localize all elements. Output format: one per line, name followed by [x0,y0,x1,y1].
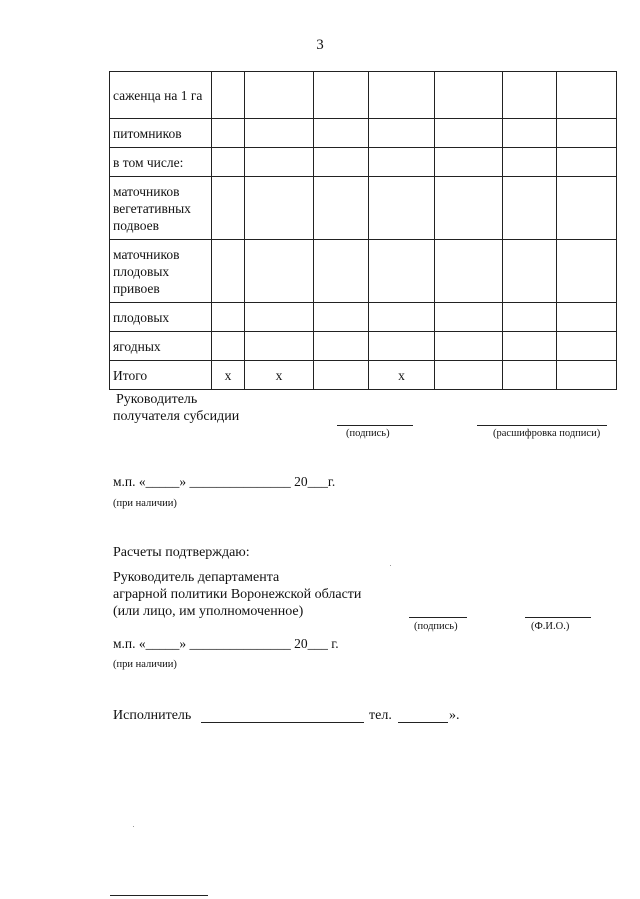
table-cell [435,119,503,148]
table-row [110,72,617,119]
table-cell [212,119,245,148]
table-cell [369,119,435,148]
table-row [110,303,617,332]
table-row [110,119,617,148]
manager-title: Руководитель [116,392,198,407]
confirmation-stamp-note: (при наличии) [113,659,177,670]
table-cell: x [369,361,435,390]
row-label: маточников плодовых привоев [110,240,212,303]
table-cell [435,303,503,332]
table-cell [245,240,314,303]
table-cell [503,332,557,361]
table-cell [212,240,245,303]
table-cell [369,148,435,177]
table-cell [314,303,369,332]
confirmation-heading: Расчеты подтверждаю: [113,545,250,560]
table-row [110,361,617,390]
table-cell [212,177,245,240]
table-cell [503,177,557,240]
table-cell [245,177,314,240]
row-label: Итого [110,361,212,390]
table-cell [503,240,557,303]
executor-end-mark: ». [449,708,460,723]
executor-label: Исполнитель [113,708,192,723]
table-cell [435,240,503,303]
confirmation-name-line [525,617,591,618]
table-row [110,240,617,303]
signature-decoding-line [477,425,607,426]
row-label: питомников [110,119,212,148]
table-row [110,177,617,240]
executor-name-line [201,722,364,723]
table-cell [435,148,503,177]
table-cell: x [245,361,314,390]
row-label: плодовых [110,303,212,332]
phone-number-line [398,722,448,723]
signature-caption: (подпись) [346,428,390,439]
table-cell [245,72,314,119]
table-cell [557,332,617,361]
table-cell [369,303,435,332]
row-label: маточников вегетативных подвоев [110,177,212,240]
table-cell [369,332,435,361]
table-cell [435,72,503,119]
table-cell [369,72,435,119]
table-cell [314,240,369,303]
table-cell [557,361,617,390]
confirmation-stamp-date-line: м.п. «_____» _______________ 20___ г. [113,636,339,651]
table-cell [557,148,617,177]
table-cell [503,72,557,119]
table-cell: x [212,361,245,390]
table-cell [557,303,617,332]
department-name: аграрной политики Воронежской области [113,587,362,602]
table-cell [212,303,245,332]
decoding-caption: (расшифровка подписи) [493,428,601,439]
table-cell [503,119,557,148]
table-cell [503,361,557,390]
table-cell [435,332,503,361]
table-cell [503,303,557,332]
row-label: ягодных [110,332,212,361]
subsidy-recipient-title: получателя субсидии [113,409,240,424]
table-row [110,148,617,177]
table-cell [212,332,245,361]
table-cell [314,332,369,361]
table-cell [369,240,435,303]
stamp-note: (при наличии) [113,498,177,509]
table-cell [314,119,369,148]
row-label: саженца на 1 га [110,72,212,119]
confirmation-name-caption: (Ф.И.О.) [531,621,570,632]
department-head-title: Руководитель департамента [113,570,280,585]
table-cell [245,119,314,148]
phone-label: тел. [369,708,392,723]
table-cell [314,177,369,240]
table-row [110,332,617,361]
authorized-person-note: (или лицо, им уполномоченное) [113,604,304,619]
confirmation-signature-caption: (подпись) [414,621,458,632]
table-cell [212,148,245,177]
table-cell [314,72,369,119]
table-cell [314,361,369,390]
footnote-separator [110,895,208,896]
scan-speck [390,565,391,566]
table-cell [503,148,557,177]
table-cell [435,177,503,240]
table-cell [245,148,314,177]
table-cell [314,148,369,177]
table-cell [435,361,503,390]
table-cell [212,72,245,119]
table-cell [369,177,435,240]
signature-line [337,425,413,426]
row-label: в том числе: [110,148,212,177]
page-number: 3 [316,37,324,53]
table-cell [557,240,617,303]
confirmation-signature-line [409,617,467,618]
report-table [109,71,617,390]
table-cell [245,303,314,332]
stamp-date-line: м.п. «_____» _______________ 20___г. [113,474,336,489]
table-cell [557,72,617,119]
table-cell [245,332,314,361]
table-cell [557,119,617,148]
table-cell [557,177,617,240]
scan-speck [133,826,134,827]
